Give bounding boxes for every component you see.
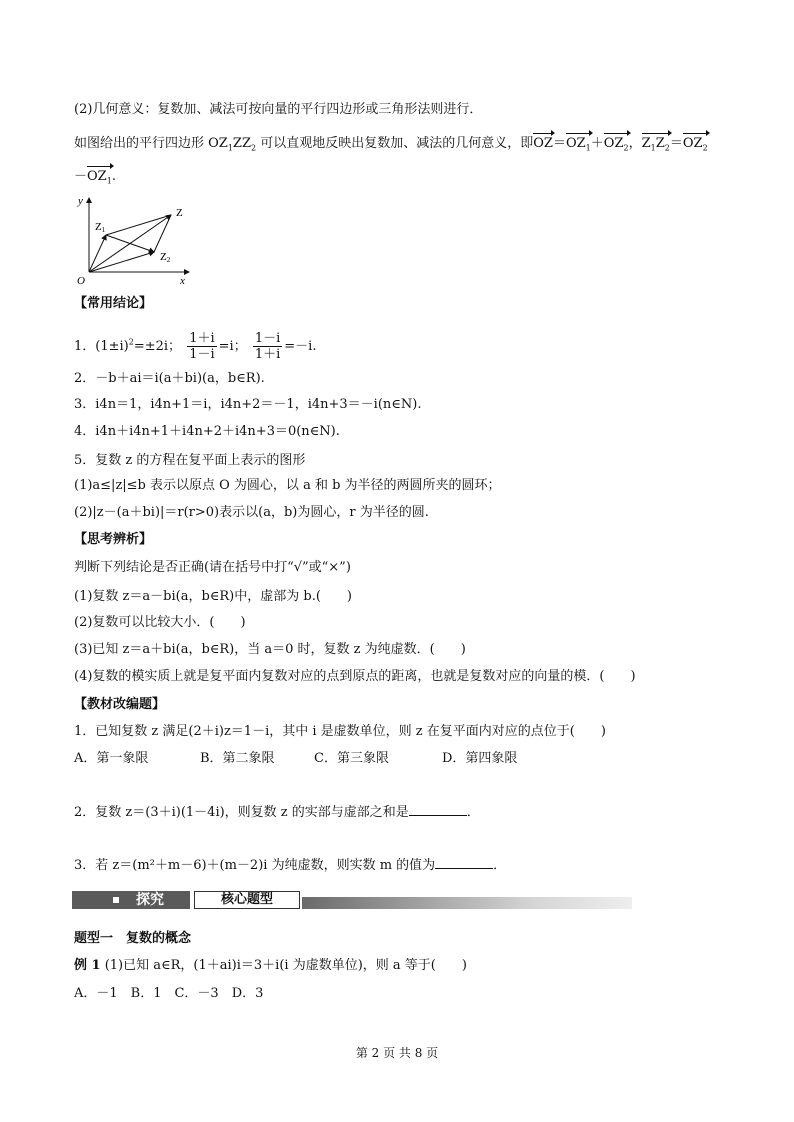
text-segment: =－i. <box>284 339 317 354</box>
denominator: 1－i <box>189 347 215 362</box>
vector-oz2: $OZ_2$ <box>603 136 629 153</box>
common-conclusions-heading: 【常用结论】 <box>74 296 153 311</box>
z1-label: Z1 <box>95 221 106 234</box>
geometry-meaning-line3: $-OZ_1$. <box>74 169 116 186</box>
example-label: 例 1 <box>74 958 101 973</box>
conclusion-item-5: 5．复数 z 的方程在复平面上表示的图形 <box>74 453 306 468</box>
z-label: Z <box>176 207 183 219</box>
answer-blank <box>409 803 467 816</box>
option-d: D．第四象限 <box>442 751 518 766</box>
text-segment: =±2i； <box>133 339 182 354</box>
topic-heading: 题型一 复数的概念 <box>74 931 192 946</box>
conclusion-item-5-2: (2)|z－(a＋bi)|＝r(r>0)表示以(a，b)为圆心，r 为半径的圆. <box>74 505 429 520</box>
example-1 <box>74 957 467 975</box>
thinking-q3: (3)已知 z＝a＋bi(a，b∈R)，当 a＝0 时，复数 z 为纯虚数．( ) <box>74 642 466 657</box>
fraction-2 <box>253 331 282 362</box>
conclusion-item-3: 3．i4n＝1，i4n+1＝i，i4n+2＝－1，i4n+3＝－i(n∈N). <box>74 397 422 412</box>
banner-box-label: 核心题型 <box>194 891 300 909</box>
option-b: B．第二象限 <box>200 751 275 766</box>
superscript: 2 <box>128 337 134 347</box>
vector-oz2b: $OZ_2$ <box>682 136 708 153</box>
subscript: 1 <box>227 143 233 153</box>
z2-label: Z2 <box>160 251 171 264</box>
conclusion-item-4: 4．i4n＋i4n+1＋i4n+2＋i4n+3＝0(n∈N). <box>74 424 340 439</box>
option-c: C．第三象限 <box>314 751 389 766</box>
vector-oz1b: $OZ_1$ <box>87 169 112 186</box>
text-segment: ． <box>466 805 480 820</box>
vector-oz: OZ <box>533 136 553 151</box>
thinking-q1: (1)复数 z＝a－bi(a，b∈R)中，虚部为 b.( ) <box>74 589 352 604</box>
textbook-q1-options <box>74 750 517 768</box>
conclusion-item-1 <box>74 331 316 362</box>
geometry-meaning-line2: 如图给出的平行四边形 $OZ_1ZZ_2$ 可以直观地反映出复数加、减法的几何意义，即$OZ=OZ_1+OZ_2$，$Z_1Z_2=OZ_2$ <box>74 136 708 153</box>
example-text: (1)已知 a∈R，(1＋ai)i＝3＋i(i 为虚数单位)，则 a 等于( ) <box>104 958 467 973</box>
thinking-intro: 判断下列结论是否正确(请在括号中打“√”或“×”) <box>74 560 351 575</box>
denominator: 1＋i <box>254 347 281 362</box>
text-segment: 1．(1±i) <box>74 339 129 354</box>
x-label: x <box>180 275 185 284</box>
parallelogram-figure <box>74 192 198 284</box>
answer-blank <box>435 856 493 869</box>
text-segment: =i； <box>218 339 247 354</box>
text-segment: ZZ <box>232 136 251 151</box>
thinking-heading: 【思考辨析】 <box>74 532 153 547</box>
vector-z1z2: $Z_1Z_2$ <box>641 136 670 153</box>
text-segment: 3．若 z＝(m²＋m－6)＋(m－2)i 为纯虚数，则实数 m 的值为 <box>74 858 436 873</box>
vector-oz1: $OZ_1$ <box>565 136 591 153</box>
banner-gradient-bar <box>302 897 632 909</box>
text-segment: ． <box>493 858 507 873</box>
geometry-meaning-line1: (2)几何意义：复数加、减法可按向量的平行四边形或三角形法则进行． <box>74 102 483 117</box>
segment-o-z2 <box>89 252 154 272</box>
text-segment: 2．复数 z＝(3＋i)(1－4i)，则复数 z 的实部与虚部之和是 <box>74 805 409 820</box>
section-banner <box>72 889 632 911</box>
textbook-q1: 1．已知复数 z 满足(2＋i)z＝1－i，其中 i 是虚数单位，则 z 在复平面内对应的点位于( ) <box>74 724 606 739</box>
conclusion-item-5-1: (1)a≤|z|≤b 表示以原点 O 为圆心，以 a 和 b 为半径的两圆所夹的圆环； <box>74 478 501 493</box>
origin-label: O <box>77 275 85 284</box>
text-segment: 如图给出的平行四边形 OZ <box>74 136 228 151</box>
banner-dark-block <box>72 891 190 909</box>
thinking-q2: (2)复数可以比较大小．( ) <box>74 615 246 630</box>
text-segment: 可以直观地反映出复数加、减法的几何意义，即 <box>260 136 534 151</box>
segment-z1-z2 <box>106 235 154 252</box>
subscript: 2 <box>251 143 257 153</box>
numerator: 1＋i <box>189 331 215 346</box>
option-a: A．第一象限 <box>74 751 149 766</box>
thinking-q4: (4)复数的模实质上就是复平面内复数对应的点到原点的距离，也就是复数对应的向量的模．( ) <box>74 669 636 684</box>
banner-title: 探究 <box>136 892 164 908</box>
textbook-q2 <box>74 803 480 822</box>
textbook-heading: 【教材改编题】 <box>74 697 166 712</box>
y-label: y <box>78 195 83 207</box>
banner-bullet-icon <box>113 897 119 903</box>
conclusion-item-2: 2．－b＋ai＝i(a＋bi)(a，b∈R). <box>74 371 265 386</box>
fraction-1 <box>187 331 216 362</box>
textbook-q3 <box>74 856 506 875</box>
segment-z1-z <box>106 215 171 235</box>
example-1-options: A．－1 B．1 C．－3 D．3 <box>74 986 264 1001</box>
page-footer: 第 2 页 共 8 页 <box>355 1046 439 1060</box>
numerator: 1－i <box>254 331 281 346</box>
